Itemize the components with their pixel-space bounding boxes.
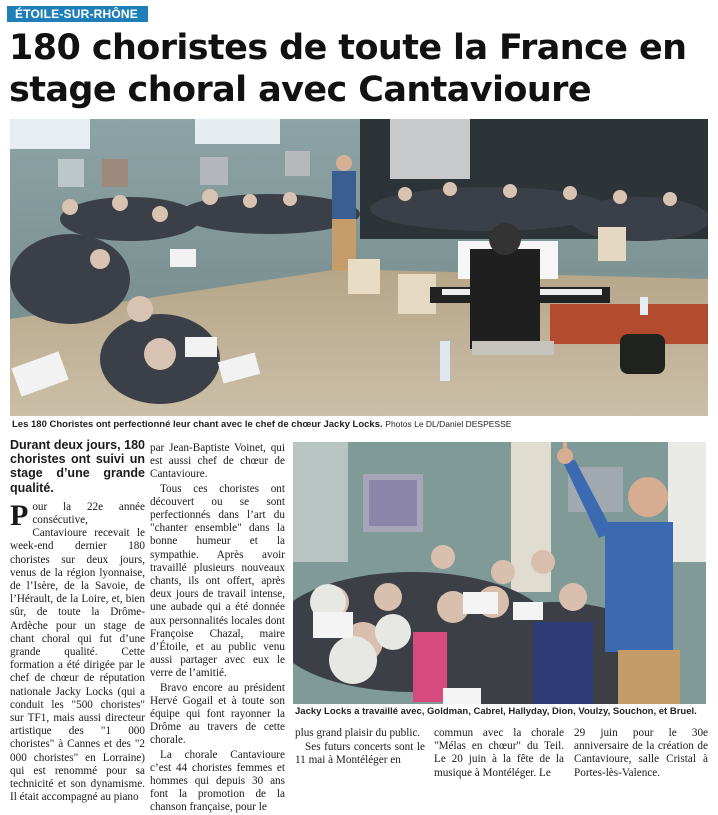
article-col3 [295, 727, 425, 768]
article-lead: Durant deux jours, 180 choristes ont suivi un stage d’une grande qualité. [10, 438, 145, 495]
col2-paragraph-1: par Jean-Baptiste Voinet, qui est aussi chef de chœur de Cantavioure. [150, 442, 285, 481]
photo1-caption-text: Les 180 Choristes ont perfectionné leur chant avec le chef de chœur Jacky Locks. [12, 419, 383, 430]
headline: 180 choristes de toute la France en stage choral avec Cantavioure [9, 28, 687, 110]
article-col2 [150, 442, 285, 815]
col4-paragraph-1: commun avec la chorale "Mélas en chœur" du Teil. Le 20 juin à la fête de la musique à Montéléger. Le [434, 727, 564, 779]
article-col5 [574, 727, 708, 780]
col2-paragraph-4: La chorale Cantavioure c’est 44 choristes femmes et hommes qui depuis 30 ans font la promotion de la chanson française, pour le [150, 748, 285, 814]
col3-paragraph-1: plus grand plaisir du public. [295, 727, 421, 739]
col1-paragraph-1: our la 22e année consécutive, Cantavioure recevait le week-end dernier 180 choristes sur deux jours, venus de la région lyonnaise, de l’Isère, de la Savoie, de l’Hérault, de la Loire, et, bien sûr, de toute la Drôme-Ardèche pour un stage de chant choral qui fut d’une grande qualité. Cette formation a été dirigée par le chef de chœur de réputation nationale Jacky Locks (qui a conduit les "500 choristes" sur TF1, mais aussi directeur artistique des "1 000 choristes" à Cannes et des "2 000 choristes" en Lorraine) qui est renommé pour sa technicité et son dynamisme. Il était accompagné au piano [10, 500, 145, 804]
photo1-credit: Photos Le DL/Daniel DESPESSE [385, 419, 512, 429]
choir-rehearsal-photo [10, 119, 708, 416]
col3-paragraph-2: Ses futurs concerts sont le 11 mai à Montéléger en [295, 741, 425, 767]
photo2-caption: Jacky Locks a travaillé avec, Goldman, Cabrel, Hallyday, Dion, Voulzy, Souchon, et Bruel. [295, 706, 697, 717]
article-col1 [10, 438, 145, 804]
section-tag: ÉTOILE-SUR-RHÔNE [7, 6, 148, 22]
article-col4 [434, 727, 564, 780]
photo1-caption [12, 418, 511, 431]
col2-paragraph-2: Tous ces choristes ont découvert ou se sont perfectionnés dans l’art du "chanter ensemble" dans la bonne humeur et la sympathie. Après avoir travaillé plusieurs nouveaux chants, ils ont offert, après deux jours de travail intense, une aubade qui a été donnée aux personnalités locales dont Françoise Chazal, maire d’Étoile, et au public venu aussi partager avec eux le verre de l’amitié. [150, 482, 285, 680]
conductor-photo [293, 442, 706, 704]
col2-paragraph-3: Bravo encore au président Hervé Gogail et à toute son équipe qui font rayonner la Drôme au travers de cette chorale. [150, 681, 285, 747]
col5-paragraph-1: 29 juin pour le 30e anniversaire de la création de Cantavioure, salle Cristal à Portes-lès-Valence. [574, 727, 708, 779]
dropcap: P [10, 498, 29, 532]
